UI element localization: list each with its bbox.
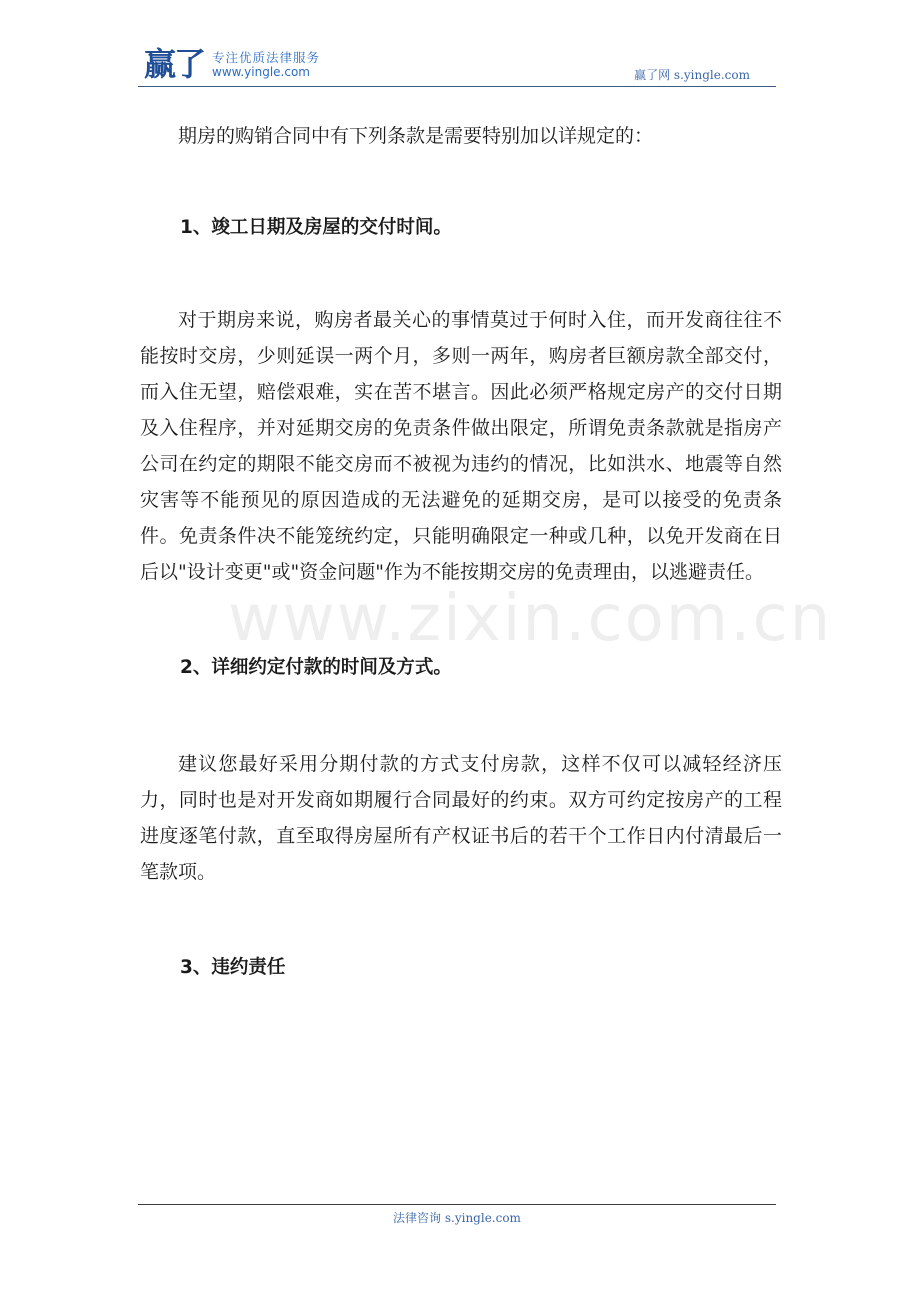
document-body (140, 118, 782, 986)
section-1-paragraph: 对于期房来说，购房者最关心的事情莫过于何时入住，而开发商往往不能按时交房，少则延误一两个月，多则一两年，购房者巨额房款全部交付，而入住无望，赔偿艰难，实在苦不堪言。因此必须严格规定房产的交付日期及入住程序，并对延期交房的免责条件做出限定，所谓免责条款就是指房产公司在约定的期限不能交房而不被视为违约的情况，比如洪水、地震等自然灾害等不能预见的原因造成的无法避免的延期交房，是可以接受的免责条件。免责条件决不能笼统约定，只能明确限定一种或几种，以免开发商在日后以"设计变更"或"资金问题"作为不能按期交房的免责理由，以逃避责任。 (140, 309, 782, 583)
section-2-paragraph: 建议您最好采用分期付款的方式支付房款，这样不仅可以减轻经济压力，同时也是对开发商如期履行合同最好的约束。双方可约定按房产的工程进度逐笔付款，直至取得房屋所有产权证书后的若干个工作日内付清最后一笔款项。 (140, 753, 782, 883)
footer-link[interactable]: 法律咨询 s.yingle.com (393, 1211, 521, 1225)
logo-text (212, 46, 320, 80)
logo-mark: 赢了 (144, 45, 205, 83)
yingle-logo[interactable] (144, 46, 320, 82)
section-heading-2: 2、详细约定付款的时间及方式。 (180, 657, 452, 678)
logo-url: www.yingle.com (212, 65, 310, 79)
section-heading-1: 1、竣工日期及房屋的交付时间。 (180, 217, 452, 238)
header-site-link[interactable]: 赢了网 s.yingle.com (634, 68, 750, 82)
page-footer (138, 1204, 776, 1226)
watermark: www.zixin.com.cn (228, 582, 833, 656)
section-heading-3: 3、违约责任 (180, 957, 286, 978)
intro-paragraph: 期房的购销合同中有下列条款是需要特别加以详规定的： (178, 125, 654, 147)
logo-slogan: 专注优质法律服务 (212, 50, 321, 65)
page-header (138, 44, 776, 87)
